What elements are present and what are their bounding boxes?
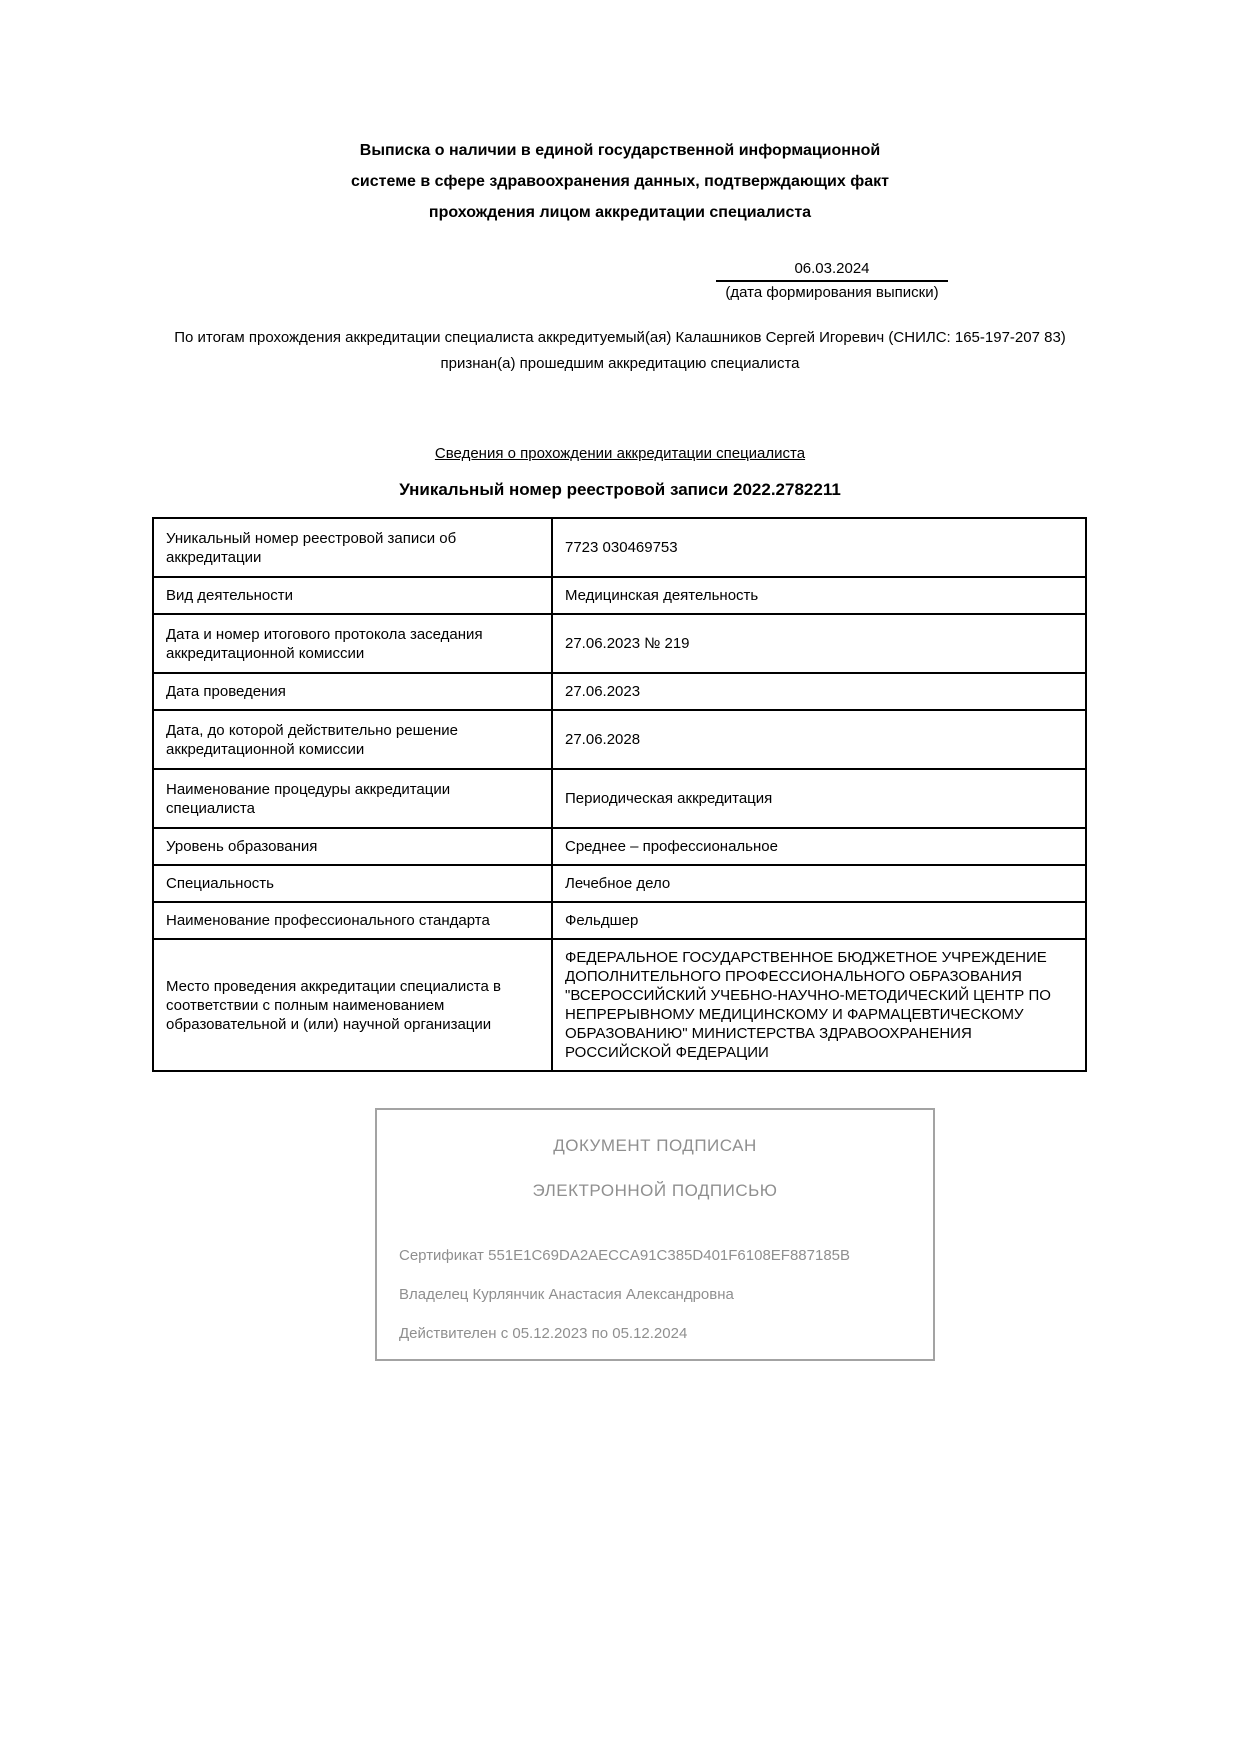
row-label: Специальность (153, 865, 552, 902)
table-row (153, 902, 1086, 939)
row-value: Медицинская деятельность (552, 577, 1086, 614)
row-label: Уникальный номер реестровой записи об аккредитации (153, 518, 552, 577)
signature-title-line: ЭЛЕКТРОННОЙ ПОДПИСЬЮ (532, 1181, 778, 1200)
row-label: Дата и номер итогового протокола заседания аккредитационной комиссии (153, 614, 552, 673)
row-value: 27.06.2023 (552, 673, 1086, 710)
row-value: Фельдшер (552, 902, 1086, 939)
document-title (260, 135, 980, 228)
signature-owner: Владелец Курлянчик Анастасия Александровна (399, 1286, 734, 1303)
table-row (153, 673, 1086, 710)
intro-line: признан(а) прошедшим аккредитацию специалиста (440, 355, 800, 372)
row-label: Наименование профессионального стандарта (153, 902, 552, 939)
signature-validity: Действителен с 05.12.2023 по 05.12.2024 (399, 1325, 688, 1342)
table-row (153, 518, 1086, 577)
document-title-line: Выписка о наличии в единой государственной информационной (359, 142, 881, 159)
row-value: 7723 030469753 (552, 518, 1086, 577)
table-row (153, 577, 1086, 614)
row-label: Место проведения аккредитации специалиста в соответствии с полным наименованием образовательной и (или) научной организации (153, 939, 552, 1071)
table-row (153, 939, 1086, 1071)
row-value: Периодическая аккредитация (552, 769, 1086, 828)
accreditation-table (152, 517, 1087, 1072)
intro-line: По итогам прохождения аккредитации специалиста аккредитуемый(ая) Калашников Сергей Игоревич (СНИЛС: 165-197-207 83) (174, 329, 1066, 346)
issue-date-caption: (дата формирования выписки) (725, 284, 939, 301)
row-value: 27.06.2023 № 219 (552, 614, 1086, 673)
issue-date: 06.03.2024 (716, 260, 948, 282)
registry-number-heading: Уникальный номер реестровой записи 2022.2782211 (399, 480, 841, 499)
row-label: Уровень образования (153, 828, 552, 865)
row-label: Дата, до которой действительно решение аккредитационной комиссии (153, 710, 552, 769)
signature-title-line: ДОКУМЕНТ ПОДПИСАН (553, 1136, 757, 1155)
document-title-line: системе в сфере здравоохранения данных, подтверждающих факт (351, 173, 889, 190)
row-label: Наименование процедуры аккредитации специалиста (153, 769, 552, 828)
signature-certificate: Сертификат 551E1C69DA2AECCA91C385D401F6108EF887185B (399, 1247, 851, 1264)
table-row (153, 614, 1086, 673)
section-heading: Сведения о прохождении аккредитации специалиста (434, 445, 806, 462)
intro-paragraph (75, 325, 1165, 377)
table-row (153, 710, 1086, 769)
electronic-signature-stamp (375, 1108, 935, 1361)
table-row (153, 769, 1086, 828)
row-value: ФЕДЕРАЛЬНОЕ ГОСУДАРСТВЕННОЕ БЮДЖЕТНОЕ УЧРЕЖДЕНИЕ ДОПОЛНИТЕЛЬНОГО ПРОФЕССИОНАЛЬНОГО ОБРАЗОВАНИЯ "ВСЕРОССИЙСКИЙ УЧЕБНО-НАУЧНО-МЕТОДИЧЕСКИЙ ЦЕНТР ПО НЕПРЕРЫВНОМУ МЕДИЦИНСКОМУ И ФАРМАЦЕВТИЧЕСКОМУ ОБРАЗОВАНИЮ" МИНИСТЕРСТВА ЗДРАВООХРАНЕНИЯ РОССИЙСКОЙ ФЕДЕРАЦИИ (552, 939, 1086, 1071)
table-row (153, 865, 1086, 902)
table-row (153, 828, 1086, 865)
row-value: Лечебное дело (552, 865, 1086, 902)
row-label: Дата проведения (153, 673, 552, 710)
document-title-line: прохождения лицом аккредитации специалиста (428, 204, 812, 221)
row-value: Среднее – профессиональное (552, 828, 1086, 865)
row-label: Вид деятельности (153, 577, 552, 614)
issue-date-block (716, 260, 948, 301)
row-value: 27.06.2028 (552, 710, 1086, 769)
